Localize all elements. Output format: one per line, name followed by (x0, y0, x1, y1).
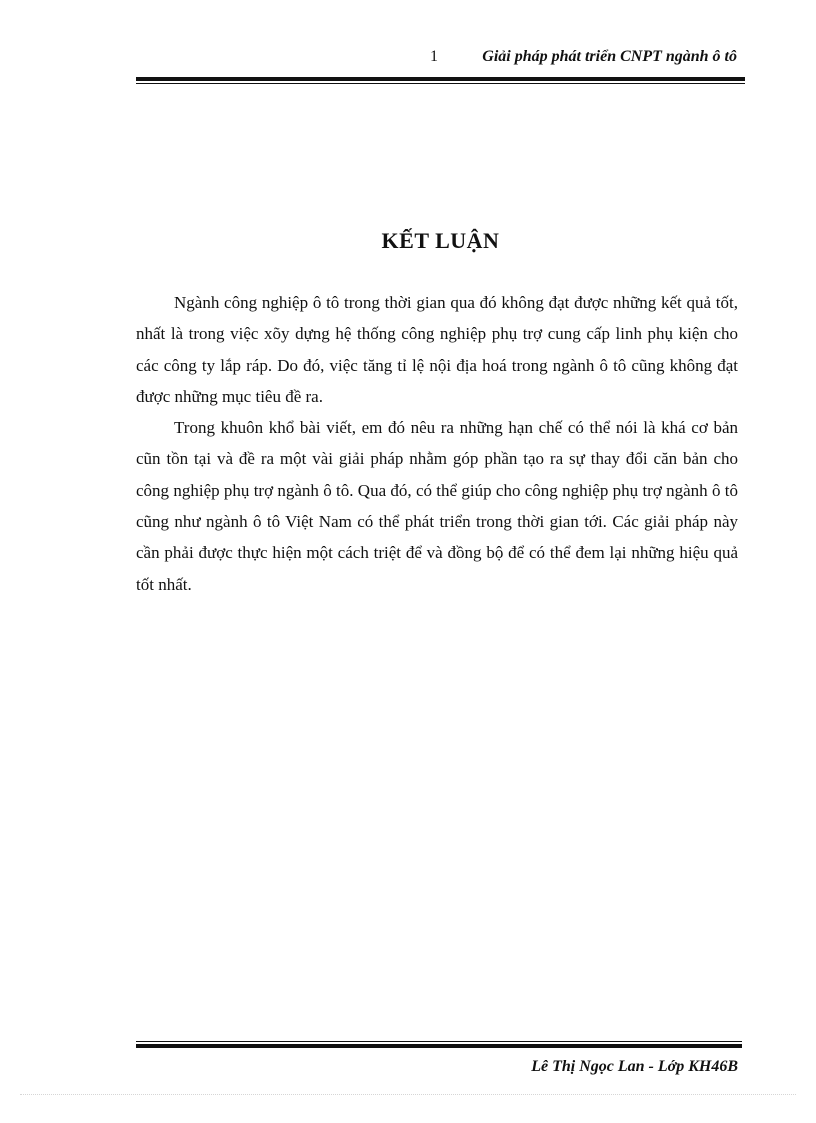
page-edge-divider (20, 1094, 796, 1095)
footer-author: Lê Thị Ngọc Lan - Lớp KH46B (531, 1058, 738, 1075)
page-header (136, 46, 745, 70)
header-title: Giải pháp phát triển CNPT ngành ô tô (482, 48, 737, 65)
paragraph: Ngành công nghiệp ô tô trong thời gian qua đó không đạt được những kết quả tốt, nhất là trong việc xõy dựng hệ thống công nghiệp phụ trợ cung cấp linh phụ kiện cho các công ty lắp ráp. Do đó, việc tăng tỉ lệ nội địa hoá trong ngành ô tô cũng không đạt được những mục tiêu đề ra. (136, 293, 738, 406)
page-number: 1 (430, 48, 438, 65)
section-title: KẾT LUẬN (381, 228, 500, 253)
paragraph: Trong khuôn khổ bài viết, em đó nêu ra những hạn chế có thể nói là khá cơ bản cũn tồn tại và đề ra một vài giải pháp nhằm góp phần tạo ra sự thay đổi căn bản cho công nghiệp phụ trợ ngành ô tô. Qua đó, có thể giúp cho công nghiệp phụ trợ ngành ô tô cũng như ngành ô tô Việt Nam có thể phát triển trong thời gian tới. Các giải pháp này cần phải được thực hiện một cách triệt để và đồng bộ để có thể đem lại những hiệu quả tốt nhất. (136, 418, 738, 594)
body-text (136, 287, 738, 600)
footer-divider (136, 1041, 742, 1049)
header-divider (136, 77, 745, 85)
